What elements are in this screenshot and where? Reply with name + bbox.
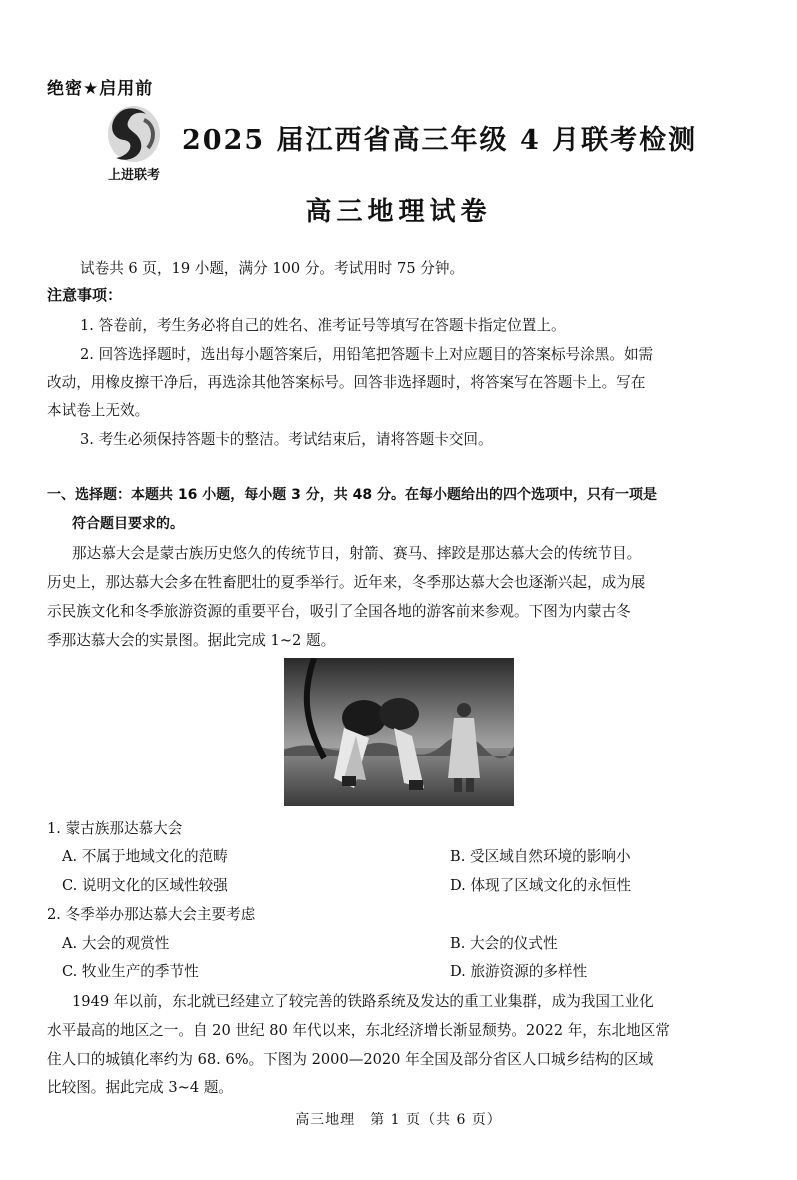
option-b: B. 大会的仪式性 [450,935,558,952]
logo-swirl-icon [100,104,168,166]
option-a: A. 不属于地域文化的范畴 [62,848,228,865]
option-d: D. 体现了区域文化的永恒性 [450,877,631,894]
question-stem: 1. 蒙古族那达慕大会 [47,820,183,837]
passage-line: 住人口的城镇化率约为 68. 6%。下图为 2000—2020 年全国及部分省区人口城乡结构的区域 [47,1051,654,1068]
notice-heading: 注意事项： [47,286,123,304]
wrestling-photo [284,658,514,806]
section-heading-cont: 符合题目要求的。 [72,516,184,532]
passage-line: 那达慕大会是蒙古族历史悠久的传统节日，射箭、赛马、摔跤是那达慕大会的传统节目。 [72,545,642,562]
passage-line: 季那达慕大会的实景图。据此完成 1~2 题。 [47,632,336,649]
notice-line: 1. 答卷前，考生务必将自己的姓名、准考证号等填写在答题卡指定位置上。 [80,317,566,334]
passage-line: 历史上，那达慕大会多在牲畜肥壮的夏季举行。近年来，冬季那达慕大会也逐渐兴起，成为展 [47,574,646,591]
page-footer: 高三地理 第 1 页（共 6 页） [295,1112,502,1128]
logo-text: 上进联考 [107,168,160,183]
option-d: D. 旅游资源的多样性 [450,963,588,980]
secret-label: 绝密★启用前 [47,79,154,99]
passage-line: 比较图。据此完成 3~4 题。 [47,1079,234,1096]
section-heading: 一、选择题：本题共 16 小题，每小题 3 分，共 48 分。在每小题给出的四个选项中，只有一项是 [47,487,657,503]
notice-line: 2. 回答选择题时，选出每小题答案后，用铅笔把答题卡上对应题目的答案标号涂黑。如需 [80,346,654,363]
passage-line: 示民族文化和冬季旅游资源的重要平台，吸引了全国各地的游客前来参观。下图为内蒙古冬 [47,603,631,620]
option-b: B. 受区域自然环境的影响小 [450,848,631,865]
option-c: C. 牧业生产的季节性 [62,963,199,980]
option-c: C. 说明文化的区域性较强 [62,877,228,894]
notice-line: 3. 考生必须保持答题卡的整洁。考试结束后，请将答题卡交回。 [80,431,493,448]
exam-title: 2025 届江西省高三年级 4 月联考检测 [182,125,698,156]
passage-line: 水平最高的地区之一。自 20 世纪 80 年代以来，东北经济增长渐显颓势。2022 年，东北地区常 [47,1022,670,1039]
notice-line: 改动，用橡皮擦干净后，再选涂其他答案标号。回答非选择题时，将答案写在答题卡上。写在 [47,374,646,391]
exam-logo [100,104,168,182]
question-stem: 2. 冬季举办那达慕大会主要考虑 [47,906,256,923]
option-a: A. 大会的观赏性 [62,935,170,952]
notice-line: 本试卷上无效。 [47,402,150,419]
exam-subtitle: 高三地理试卷 [305,197,492,227]
passage-line: 1949 年以前，东北就已经建立了较完善的铁路系统及发达的重工业集群，成为我国工业化 [72,993,654,1010]
exam-info: 试卷共 6 页，19 小题，满分 100 分。考试用时 75 分钟。 [80,260,465,277]
